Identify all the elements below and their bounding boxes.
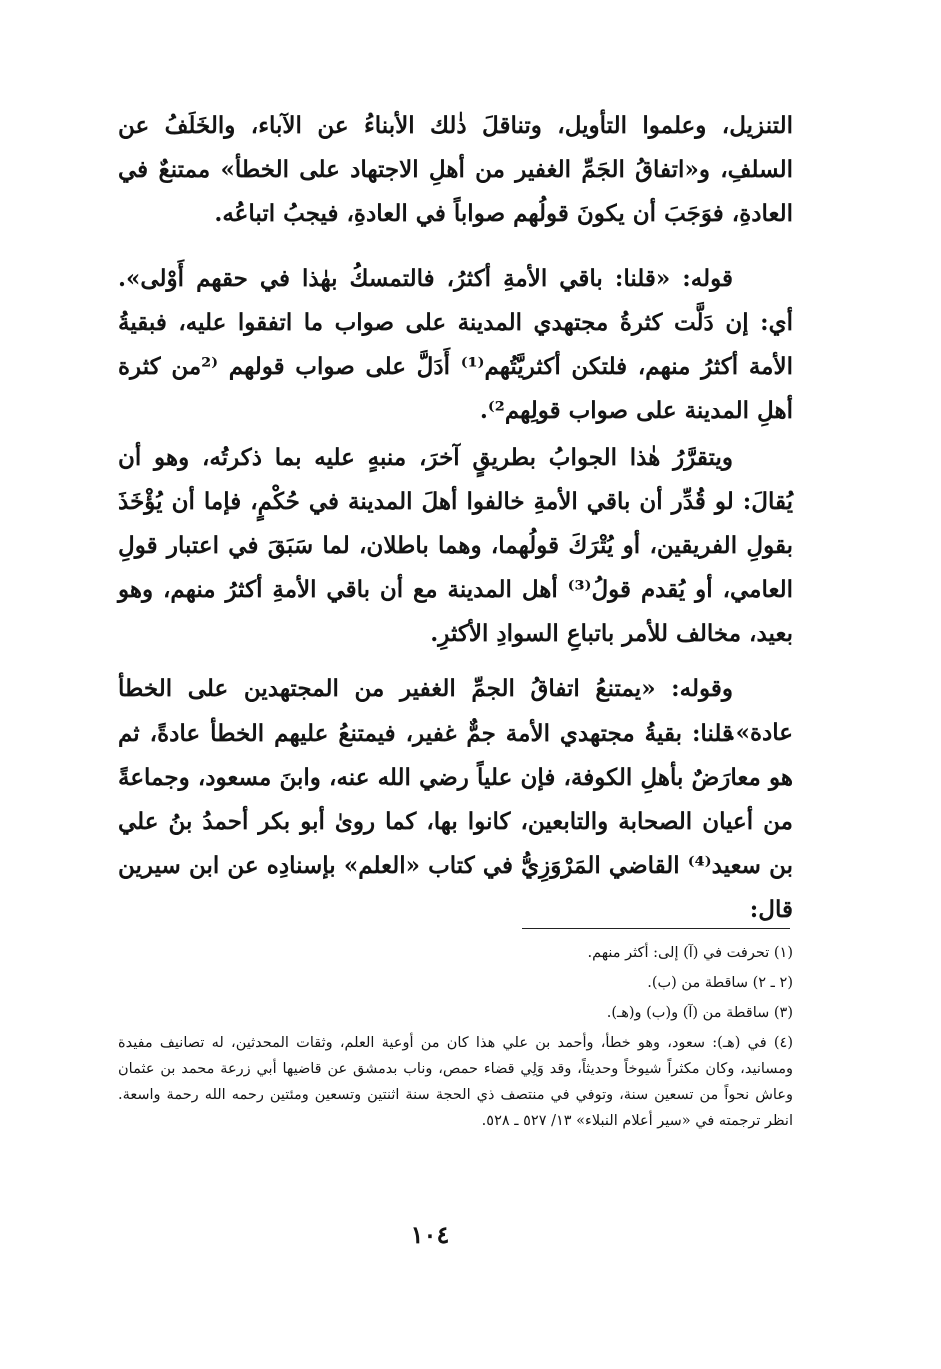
main-paragraph-3 [118, 436, 793, 656]
footnotes [118, 940, 793, 1138]
footnote-3: (٣) ساقطة من (آ) و(ب) و(هـ). [606, 1005, 793, 1021]
paragraph-text: قوله: «قلنا: باقي الأمةِ أكثرُ، فالتمسكُ بهٰذا في حقهم أَوْلى». أي: إن دَلَّت كثرةُ مجتهدي المدينة على صواب ما اتفقوا عليه، فبقيةُ الأمة أكثرُ منهم، فلتكن أكثريَّتُهم⁽¹⁾ أَدَلَّ على صواب قولهم ⁽²من كثرة أهلِ المدينة على صواب قولِهم²⁾. [118, 265, 793, 424]
main-paragraph-2 [118, 257, 793, 433]
page-number: ١٠٤ [410, 1220, 450, 1249]
footnote-divider [522, 928, 790, 929]
paragraph-text: ويتقرَّرُ هٰذا الجوابُ بطريقٍ آخرَ، منبهٍ عليه بما ذكرتُه، وهو أن يُقالَ: لو قُدِّر أن باقي الأمةِ خالفوا أهلَ المدينة في حُكْمٍ، فإما أن يُؤْخَذَ بقولِ الفريقين، أو يُتْرَكَ قولُهما، وهما باطلان، لما سَبَقَ في اعتبار قولِ العامي، أو يُقدم قولُ⁽³⁾ أهل المدينة مع أن باقي الأمةِ أكثرُ منهم، وهو بعيد، مخالف للأمر باتباعِ السوادِ الأكثرِ. [118, 444, 793, 647]
footnote-2: (٢ ـ ٢) ساقطة من (ب). [647, 975, 793, 991]
main-paragraph-5 [118, 712, 793, 932]
paragraph-text: قلنا: بقيةُ مجتهدي الأمة جمٌّ غفير، فيمتنعُ عليهم الخطأ عادةً، ثم هو معارَضٌ بأهلِ الكوفة، فإن علياً رضي الله عنه، وابنَ مسعود، وجماعةً من أعيان الصحابة والتابعين، كانوا بها، كما روىٰ أبو بكر أحمدُ بنُ علي بن سعيد⁽⁴⁾ القاضي المَرْوَزِيُّ في كتاب «العلم» بإسنادِه عن ابن سيرين قال: [118, 720, 794, 923]
footnote-4: (٤) في (هـ): سعود، وهو خطأ، وأحمد بن علي هذا كان من أوعية العلم، وثقات المحدثين، له تصانيف مفيدة ومسانيد، وكان مكثراً شيوخاً وحديثاً، وقد وَلِي قضاء حمص، وناب بدمشق عن قاضيها أبي زرعة محمد بن عثمان وعاش نحواً من تسعين سنة، وتوفي في منتصف ذي الحجة سنة اثنتين وتسعين ومئتين رحمه الله رحمة واسعة. انظر ترجمته في «سير أعلام النبلاء» ١٣/ ٥٢٧ ـ ٥٢٨. [118, 1035, 793, 1129]
paragraph-text: التنزيل، وعلموا التأويل، وتناقلَ ذٰلك الأبناءُ عن الآباء، والخَلَفُ عن السلفِ، و«اتفاقُ الجَمِّ الغفير من أهلِ الاجتهاد على الخطأ» ممتنعٌ في العادةِ، فوَجَبَ أن يكونَ قولُهم صواباً في العادةِ، فيجبُ اتباعُه. [118, 112, 793, 227]
footnote-1: (١) تحرفت في (آ) إلى: أكثر منهم. [587, 945, 793, 961]
paragraph-text: وقوله: «يمتنعُ اتفاقُ الجمِّ الغفير من المجتهدين على الخطأ عادة». [118, 675, 793, 746]
main-paragraph-1 [118, 104, 793, 236]
